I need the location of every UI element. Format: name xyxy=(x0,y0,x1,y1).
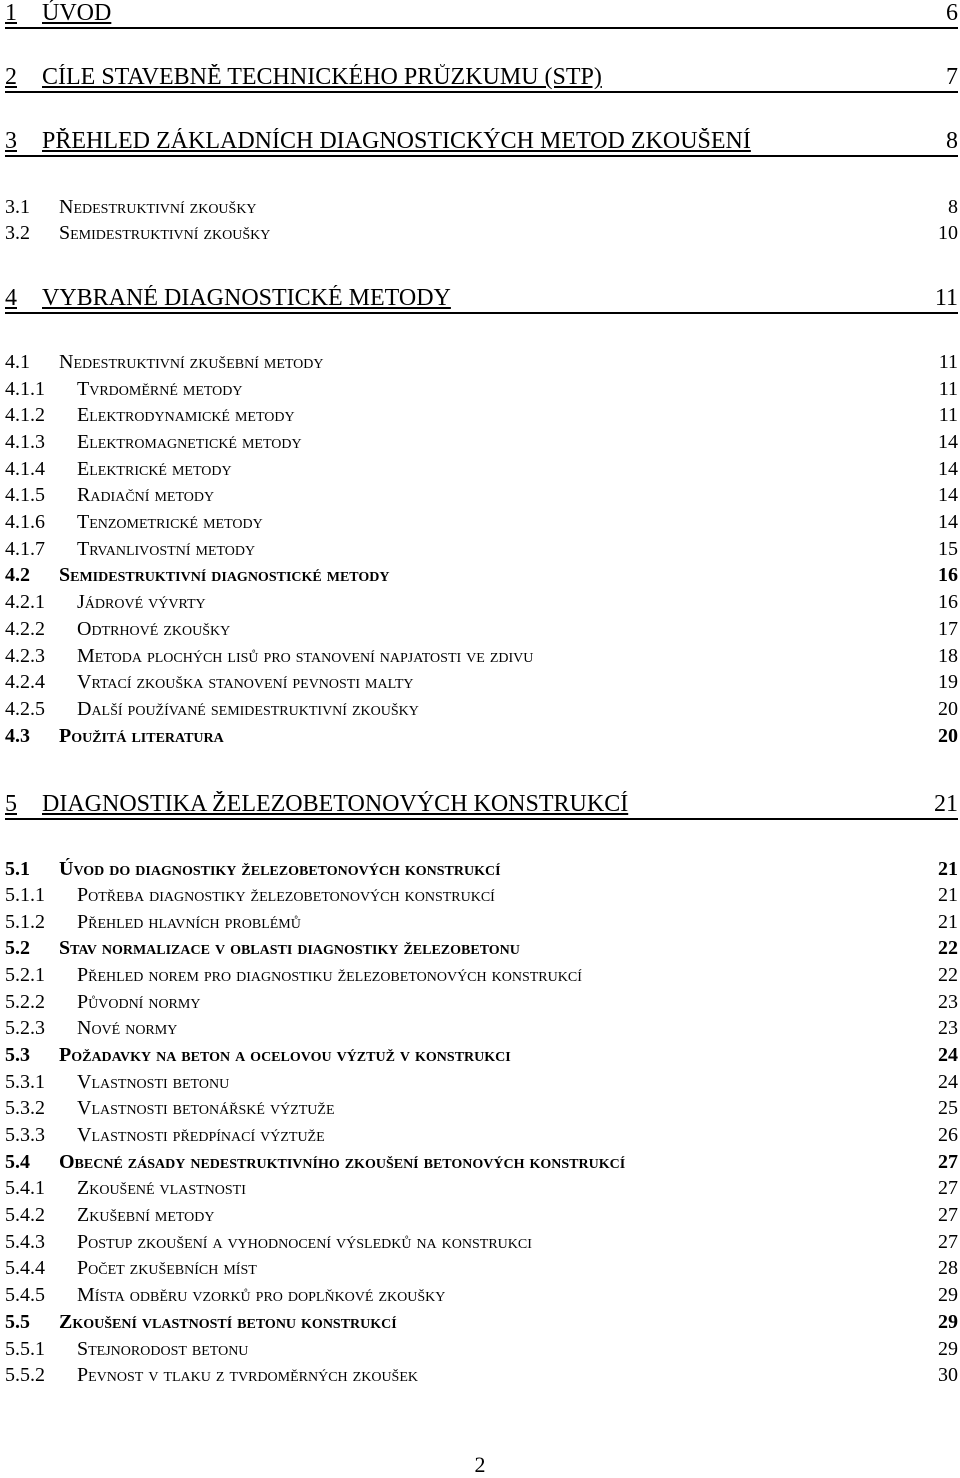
toc-entry-title: Jádrové vývrty xyxy=(77,591,206,613)
toc-entry-page: 27 xyxy=(938,1204,958,1226)
toc-entry-page: 21 xyxy=(938,911,958,933)
toc-entry-page: 30 xyxy=(938,1364,958,1386)
toc-entry-5-4-3[interactable] xyxy=(5,1231,958,1254)
toc-entry-title: DIAGNOSTIKA ŽELEZOBETONOVÝCH KONSTRUKCÍ xyxy=(42,791,629,817)
toc-entry-number: 3.1 xyxy=(5,196,30,218)
toc-entry-page: 25 xyxy=(938,1097,958,1119)
toc-entry-title: Místa odběru vzorků pro doplňkové zkoušky xyxy=(77,1284,446,1306)
toc-entry-page: 27 xyxy=(938,1151,958,1173)
toc-entry-title: PŘEHLED ZÁKLADNÍCH DIAGNOSTICKÝCH METOD ZKOUŠENÍ xyxy=(42,128,751,154)
toc-entry-number: 5.4.4 xyxy=(5,1257,45,1279)
toc-entry-page: 18 xyxy=(938,645,958,667)
toc-entry-number: 5.4.1 xyxy=(5,1177,45,1199)
toc-entry-title: Radiační metody xyxy=(77,484,215,506)
toc-entry-5-5-2[interactable] xyxy=(5,1364,958,1387)
toc-entry-number: 3.2 xyxy=(5,222,30,244)
toc-entry-number: 4 xyxy=(5,285,17,311)
toc-entry-page: 20 xyxy=(938,725,958,747)
toc-entry-title: Nedestruktivní zkušební metody xyxy=(59,351,324,373)
toc-entry-title: Pevnost v tlaku z tvrdoměrných zkoušek xyxy=(77,1364,418,1386)
toc-entry-4-2-5[interactable] xyxy=(5,698,958,721)
toc-entry-page: 29 xyxy=(938,1311,958,1333)
toc-entry-title: CÍLE STAVEBNĚ TECHNICKÉHO PRŮZKUMU (STP) xyxy=(42,64,602,90)
toc-entry-title: Počet zkušebních míst xyxy=(77,1257,257,1279)
toc-entry-page: 7 xyxy=(946,64,958,90)
toc-entry-page: 29 xyxy=(938,1284,958,1306)
toc-entry-number: 5 xyxy=(5,791,17,817)
toc-entry-title: Semidestruktivní diagnostické metody xyxy=(59,564,390,586)
toc-entry-5-4-2[interactable] xyxy=(5,1204,958,1227)
toc-entry-title: Odtrhové zkoušky xyxy=(77,618,231,640)
toc-entry-5-2-2[interactable] xyxy=(5,991,958,1014)
toc-entry-page: 17 xyxy=(938,618,958,640)
toc-entry-5-2-1[interactable] xyxy=(5,964,958,987)
toc-entry-4-2-4[interactable] xyxy=(5,671,958,694)
toc-entry-page: 26 xyxy=(938,1124,958,1146)
toc-entry-3-1[interactable] xyxy=(5,196,958,219)
toc-entry-page: 24 xyxy=(938,1044,958,1066)
toc-entry-page: 6 xyxy=(946,0,958,26)
toc-entry-number: 5.4.3 xyxy=(5,1231,45,1253)
toc-entry-title: Potřeba diagnostiky železobetonových konstrukcí xyxy=(77,884,495,906)
toc-entry-number: 4.2.5 xyxy=(5,698,45,720)
toc-entry-page: 19 xyxy=(938,671,958,693)
toc-entry-number: 2 xyxy=(5,64,17,90)
toc-entry-title: Tvrdoměrné metody xyxy=(77,378,243,400)
toc-entry-number: 5.5.1 xyxy=(5,1338,45,1360)
toc-entry-page: 20 xyxy=(938,698,958,720)
toc-entry-number: 5.1.2 xyxy=(5,911,45,933)
toc-entry-page: 11 xyxy=(938,404,958,426)
toc-entry-4-3[interactable] xyxy=(5,725,958,748)
toc-entry-number: 5.1 xyxy=(5,858,30,880)
toc-entry-title: Vrtací zkouška stanovení pevnosti malty xyxy=(77,671,414,693)
toc-entry-page: 14 xyxy=(938,458,958,480)
toc-entry-page: 8 xyxy=(946,128,958,154)
toc-entry-number: 5.2 xyxy=(5,937,30,959)
toc-entry-5-2[interactable] xyxy=(5,937,958,960)
toc-entry-page: 29 xyxy=(938,1338,958,1360)
toc-entry-5-3-2[interactable] xyxy=(5,1097,958,1120)
toc-entry-title: Zkušební metody xyxy=(77,1204,215,1226)
toc-entry-title: Elektrické metody xyxy=(77,458,232,480)
toc-entry-title: Stav normalizace v oblasti diagnostiky železobetonu xyxy=(59,937,520,959)
toc-entry-4-1-5[interactable] xyxy=(5,484,958,507)
toc-entry-number: 5.1.1 xyxy=(5,884,45,906)
toc-entry-page: 11 xyxy=(938,351,958,373)
toc-entry-page: 27 xyxy=(938,1231,958,1253)
toc-entry-title: Stejnorodost betonu xyxy=(77,1338,249,1360)
toc-entry-number: 4.1.4 xyxy=(5,458,45,480)
toc-entry-number: 5.4.5 xyxy=(5,1284,45,1306)
toc-entry-2[interactable] xyxy=(5,64,958,93)
toc-entry-number: 3 xyxy=(5,128,17,154)
toc-entry-number: 4.2.1 xyxy=(5,591,45,613)
toc-entry-title: Nové normy xyxy=(77,1017,178,1039)
toc-entry-page: 24 xyxy=(938,1071,958,1093)
toc-entry-number: 4.2.3 xyxy=(5,645,45,667)
toc-entry-number: 5.3 xyxy=(5,1044,30,1066)
toc-entry-3[interactable] xyxy=(5,128,958,157)
toc-entry-number: 5.4.2 xyxy=(5,1204,45,1226)
toc-entry-title: Obecné zásady nedestruktivního zkoušení betonových konstrukcí xyxy=(59,1151,626,1173)
toc-entry-4-1-2[interactable] xyxy=(5,404,958,427)
toc-entry-number: 4.1.7 xyxy=(5,538,45,560)
toc-entry-title: Elektrodynamické metody xyxy=(77,404,295,426)
toc-entry-title: Vlastnosti předpínací výztuže xyxy=(77,1124,325,1146)
toc-entry-page: 16 xyxy=(938,564,958,586)
toc-entry-4-1-7[interactable] xyxy=(5,538,958,561)
toc-entry-5-1-2[interactable] xyxy=(5,911,958,934)
toc-entry-title: Další používané semidestruktivní zkoušky xyxy=(77,698,419,720)
toc-entry-4[interactable] xyxy=(5,285,958,314)
toc-entry-page: 23 xyxy=(938,1017,958,1039)
toc-entry-page: 21 xyxy=(934,791,958,817)
toc-entry-number: 4.3 xyxy=(5,725,30,747)
toc-entry-5-4-1[interactable] xyxy=(5,1177,958,1200)
toc-entry-5-1[interactable] xyxy=(5,858,958,881)
toc-entry-5[interactable] xyxy=(5,791,958,820)
toc-entry-title: Požadavky na beton a ocelovou výztuž v konstrukci xyxy=(59,1044,511,1066)
toc-entry-4-1-4[interactable] xyxy=(5,458,958,481)
toc-entry-4-1-1[interactable] xyxy=(5,378,958,401)
toc-entry-title: Zkoušené vlastnosti xyxy=(77,1177,246,1199)
toc-entry-number: 4.2 xyxy=(5,564,30,586)
toc-entry-1[interactable] xyxy=(5,0,958,29)
toc-entry-4-1-3[interactable] xyxy=(5,431,958,454)
toc-entry-number: 4.1.2 xyxy=(5,404,45,426)
toc-entry-title: Postup zkoušení a vyhodnocení výsledků na konstrukci xyxy=(77,1231,532,1253)
toc-entry-5-1-1[interactable] xyxy=(5,884,958,907)
toc-entry-page: 21 xyxy=(938,884,958,906)
toc-entry-page: 14 xyxy=(938,511,958,533)
toc-entry-page: 15 xyxy=(938,538,958,560)
toc-entry-number: 4.2.2 xyxy=(5,618,45,640)
toc-entry-3-2[interactable] xyxy=(5,222,958,245)
toc-entry-title: Úvod do diagnostiky železobetonových konstrukcí xyxy=(59,858,501,880)
toc-entry-number: 4.1.6 xyxy=(5,511,45,533)
toc-entry-number: 5.5.2 xyxy=(5,1364,45,1386)
toc-entry-page: 27 xyxy=(938,1177,958,1199)
toc-entry-page: 14 xyxy=(938,431,958,453)
toc-entry-5-4-5[interactable] xyxy=(5,1284,958,1307)
toc-entry-number: 4.1.5 xyxy=(5,484,45,506)
toc-entry-number: 5.3.2 xyxy=(5,1097,45,1119)
toc-entry-title: Přehled norem pro diagnostiku železobetonových konstrukcí xyxy=(77,964,582,986)
toc-entry-page: 22 xyxy=(938,937,958,959)
toc-entry-number: 5.2.2 xyxy=(5,991,45,1013)
toc-entry-number: 5.2.1 xyxy=(5,964,45,986)
toc-entry-number: 4.1 xyxy=(5,351,30,373)
toc-entry-page: 11 xyxy=(934,285,958,311)
toc-entry-title: Semidestruktivní zkoušky xyxy=(59,222,271,244)
toc-entry-4-2[interactable] xyxy=(5,564,958,587)
toc-entry-title: Přehled hlavních problémů xyxy=(77,911,301,933)
toc-entry-number: 5.4 xyxy=(5,1151,30,1173)
toc-entry-page: 11 xyxy=(938,378,958,400)
toc-entry-page: 23 xyxy=(938,991,958,1013)
toc-entry-5-2-3[interactable] xyxy=(5,1017,958,1040)
toc-entry-page: 22 xyxy=(938,964,958,986)
toc-entry-5-4[interactable] xyxy=(5,1151,958,1174)
toc-entry-title: Elektromagnetické metody xyxy=(77,431,302,453)
toc-entry-page: 14 xyxy=(938,484,958,506)
toc-entry-number: 4.1.1 xyxy=(5,378,45,400)
toc-entry-title: Původní normy xyxy=(77,991,201,1013)
toc-entry-title: Trvanlivostní metody xyxy=(77,538,256,560)
toc-entry-title: Zkoušení vlastností betonu konstrukcí xyxy=(59,1311,397,1333)
toc-entry-number: 5.2.3 xyxy=(5,1017,45,1039)
toc-entry-5-5[interactable] xyxy=(5,1311,958,1334)
toc-entry-4-2-2[interactable] xyxy=(5,618,958,641)
toc-entry-title: Nedestruktivní zkoušky xyxy=(59,196,257,218)
toc-entry-5-5-1[interactable] xyxy=(5,1338,958,1361)
page-number: 2 xyxy=(474,1452,486,1477)
toc-entry-5-3[interactable] xyxy=(5,1044,958,1067)
toc-entry-number: 5.3.3 xyxy=(5,1124,45,1146)
toc-entry-4-1[interactable] xyxy=(5,351,958,374)
toc-entry-5-3-1[interactable] xyxy=(5,1071,958,1094)
toc-entry-page: 8 xyxy=(948,196,958,218)
toc-entry-page: 21 xyxy=(938,858,958,880)
toc-entry-number: 4.2.4 xyxy=(5,671,45,693)
toc-entry-title: Vlastnosti betonářské výztuže xyxy=(77,1097,335,1119)
toc-entry-4-1-6[interactable] xyxy=(5,511,958,534)
toc-entry-5-3-3[interactable] xyxy=(5,1124,958,1147)
toc-entry-number: 1 xyxy=(5,0,17,26)
toc-entry-title: Použitá literatura xyxy=(59,725,224,747)
toc-entry-4-2-1[interactable] xyxy=(5,591,958,614)
toc-entry-title: Vlastnosti betonu xyxy=(77,1071,230,1093)
toc-entry-number: 5.3.1 xyxy=(5,1071,45,1093)
toc-entry-title: Metoda plochých lisů pro stanovení napjatosti ve zdivu xyxy=(77,645,534,667)
toc-entry-title: VYBRANÉ DIAGNOSTICKÉ METODY xyxy=(42,285,451,311)
toc-entry-page: 16 xyxy=(938,591,958,613)
toc-entry-page: 10 xyxy=(938,222,958,244)
toc-entry-number: 5.5 xyxy=(5,1311,30,1333)
toc-entry-4-2-3[interactable] xyxy=(5,645,958,668)
toc-entry-5-4-4[interactable] xyxy=(5,1257,958,1280)
toc-entry-number: 4.1.3 xyxy=(5,431,45,453)
toc-entry-title: Tenzometrické metody xyxy=(77,511,263,533)
toc-entry-page: 28 xyxy=(938,1257,958,1279)
toc-entry-title: ÚVOD xyxy=(42,0,112,26)
